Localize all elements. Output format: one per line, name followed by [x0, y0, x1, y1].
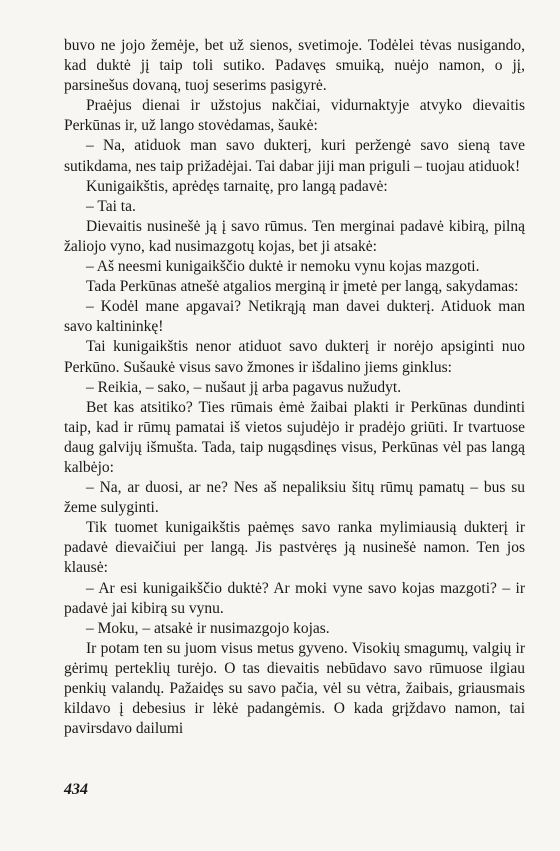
book-page-text: [64, 36, 525, 739]
paragraph-1: buvo ne jojo žemėje, bet už sienos, svetimoje. Todėlei tėvas nusigando, kad duktė jį taip toli sutiko. Padavęs smuiką, nuėjo namon, o jį, parsinešus dovaną, tuoj seserims pasigyrė.: [64, 37, 525, 95]
paragraph-6: Dievaitis nusinešė ją į savo rūmus. Ten merginai padavė kibirą, pilną žaliojo vyno, kad nusimazgotų kojas, bet ji atsakė:: [64, 217, 525, 255]
paragraph-15: – Ar esi kunigaikščio duktė? Ar moki vyne savo kojas mazgoti? – ir padavė jai kibirą su vynu.: [64, 579, 525, 617]
paragraph-12: Bet kas atsitiko? Ties rūmais ėmė žaibai plakti ir Perkūnas dundinti taip, kad ir rūmų pamatai iš vietos sujudėjo ir pradėjo griūti. Ir tvartuose daug galvijų išmušta. Tada, taip nugąsdinęs visus, Perkūnas vėl pas langą kalbėjo:: [64, 398, 525, 476]
paragraph-4: Kunigaikštis, aprėdęs tarnaitę, pro langą padavė:: [86, 177, 388, 195]
paragraph-3: – Na, atiduok man savo dukterį, kuri peržengė savo sieną tave sutikdama, nes taip prižadėjai. Tai dabar jiji man priguli – tuojau atiduok!: [64, 137, 525, 175]
paragraph-11: – Reikia, – sako, – nušaut jį arba pagavus nužudyt.: [86, 378, 402, 396]
paragraph-5: – Tai ta.: [86, 197, 136, 215]
paragraph-16: – Moku, – atsakė ir nusimazgojo kojas.: [86, 619, 330, 637]
page-number: 434: [64, 781, 88, 798]
paragraph-2: Praėjus dienai ir užstojus nakčiai, vidurnaktyje atvyko dievaitis Perkūnas ir, už lango stovėdamas, šaukė:: [64, 97, 525, 135]
paragraph-8: Tada Perkūnas atnešė atgalios merginą ir įmetė per langą, sakydamas:: [86, 278, 519, 296]
paragraph-14: Tik tuomet kunigaikštis paėmęs savo ranka mylimiausią dukterį ir padavė dievaičiui per langą. Jis pastvėręs ją nusinešė namon. Ten jos klausė:: [64, 519, 525, 577]
paragraph-9: – Kodėl mane apgavai? Netikrąją man davei dukterį. Atiduok man savo kaltininkę!: [64, 298, 525, 336]
paragraph-13: – Na, ar duosi, ar ne? Nes aš nepaliksiu šitų rūmų pamatų – bus su žeme sulyginti.: [64, 479, 525, 517]
paragraph-7: – Aš neesmi kunigaikščio duktė ir nemoku vynu kojas mazgoti.: [86, 258, 480, 276]
paragraph-17: Ir potam ten su juom visus metus gyveno. Visokių smagumų, valgių ir gėrimų perteklių turėjo. O tas dievaitis nebūdavo savo rūmuose ilgiau penkių valandų. Pažaidęs su savo pačia, vėl su vėtra, žaibais, griausmais kildavo į debesius ir lėkė padangėmis. O kada grįždavo namon, tai pavirsdavo dailumi: [64, 639, 525, 738]
paragraph-10: Tai kunigaikštis nenor atiduot savo dukterį ir norėjo apsiginti nuo Perkūno. Sušaukė visus savo žmones ir išdalino jiems ginklus:: [64, 338, 525, 376]
